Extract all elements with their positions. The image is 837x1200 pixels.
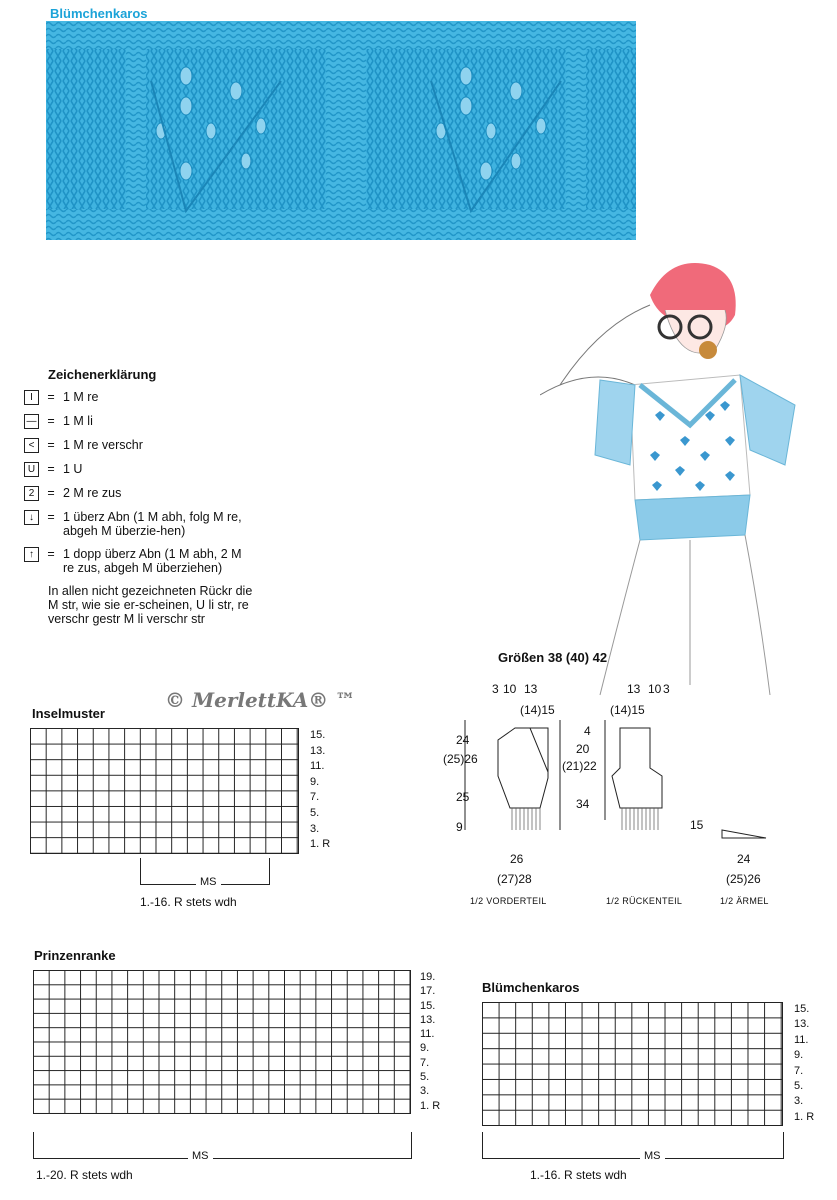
inselmuster-title: Inselmuster — [32, 706, 105, 721]
legend-item: < = 1 M re verschr — [24, 438, 254, 453]
row-label: 17. — [420, 985, 436, 998]
aermel-width-dim-1: 24 — [737, 852, 751, 866]
vt-top-dim-2: 10 — [503, 682, 517, 696]
bluemchenkaros-caption: 1.-16. R stets wdh — [530, 1168, 627, 1182]
knit-swatch-image — [46, 21, 636, 240]
legend-item: ↑ = 1 dopp überz Abn (1 M abh, 2 M re zus, abgeh M überziehen) — [24, 547, 254, 575]
rt-side-dim-3: (21)22 — [562, 759, 597, 773]
row-label: 9. — [794, 1049, 804, 1062]
symbol-legend — [24, 368, 254, 626]
prinzenranke-chart-grid — [33, 970, 411, 1114]
legend-symbol: ↓ — [24, 510, 39, 525]
swatch-title: Blümchenkaros — [50, 6, 148, 21]
row-label: 9. — [310, 775, 320, 788]
prinzenranke-ms-bracket — [33, 1132, 412, 1159]
inselmuster-row-labels — [310, 728, 330, 853]
row-label: 1. R — [420, 1099, 441, 1112]
row-label: 19. — [420, 971, 436, 983]
bluemchenkaros-ms-bracket — [482, 1132, 784, 1159]
bluemchenkaros-chart-grid — [482, 1002, 783, 1126]
prinzenranke-row-labels — [420, 970, 440, 1113]
row-label: 7. — [420, 1056, 430, 1069]
aermel-label: 1/2 ÄRMEL — [720, 896, 769, 906]
legend-symbol: < — [24, 438, 39, 453]
legend-symbol: 2 — [24, 486, 39, 501]
vt-left-dim-2: (25)26 — [443, 752, 478, 766]
legend-text: 1 M re — [63, 390, 99, 404]
row-label: 15. — [310, 729, 326, 741]
vt-top-dim-1: 3 — [492, 682, 499, 696]
row-label: 13. — [794, 1018, 810, 1031]
legend-item: 2 = 2 M re zus — [24, 486, 254, 501]
rt-top-dim-1: 13 — [627, 682, 641, 696]
sizes-title: Größen 38 (40) 42 — [498, 650, 608, 665]
aermel-height-dim: 15 — [690, 818, 704, 832]
row-label: 3. — [794, 1095, 804, 1108]
legend-item: U = 1 U — [24, 462, 254, 477]
inselmuster-ms-label: MS — [196, 876, 221, 888]
row-label: 9. — [420, 1042, 430, 1055]
rt-side-dim-4: 34 — [576, 797, 590, 811]
row-label: 5. — [794, 1080, 804, 1093]
vt-bottom-dim-1: 26 — [510, 852, 524, 866]
row-label: 1. R — [794, 1110, 815, 1123]
vt-top-dim-4: (14)15 — [520, 703, 555, 717]
legend-item: ↓ = 1 überz Abn (1 M abh, folg M re, abgeh M überzie-hen) — [24, 510, 254, 538]
legend-symbol: ↑ — [24, 547, 39, 562]
inselmuster-caption: 1.-16. R stets wdh — [140, 895, 237, 909]
row-label: 15. — [794, 1003, 810, 1015]
row-label: 15. — [420, 999, 436, 1012]
aermel-width-dim-2: (25)26 — [726, 872, 761, 886]
vt-left-dim-4: 9 — [456, 820, 463, 834]
rueckenteil-label: 1/2 RÜCKENTEIL — [606, 896, 683, 906]
row-label: 3. — [310, 822, 320, 835]
vt-left-dim-3: 25 — [456, 790, 470, 804]
row-label: 3. — [420, 1085, 430, 1098]
row-label: 11. — [420, 1028, 435, 1041]
row-label: 7. — [310, 791, 320, 804]
row-label: 13. — [420, 1013, 436, 1026]
legend-text: 1 dopp überz Abn (1 M abh, 2 M re zus, abgeh M überziehen) — [63, 547, 242, 575]
size-schematic — [440, 680, 770, 910]
rt-top-dim-4: (14)15 — [610, 703, 645, 717]
vt-left-dim-1: 24 — [456, 733, 470, 747]
legend-text: 1 U — [63, 462, 83, 476]
row-label: 13. — [310, 744, 326, 757]
rt-side-dim-1: 4 — [584, 724, 591, 738]
legend-text: 1 überz Abn (1 M abh, folg M re, abgeh M überzie-hen) — [63, 510, 242, 538]
prinzenranke-caption: 1.-20. R stets wdh — [36, 1168, 133, 1182]
bluemchenkaros-row-labels — [794, 1002, 814, 1125]
legend-text: 2 M re zus — [63, 486, 122, 500]
prinzenranke-ms-label: MS — [188, 1150, 213, 1162]
row-label: 5. — [310, 806, 320, 819]
rt-side-dim-2: 20 — [576, 742, 590, 756]
row-label: 11. — [794, 1033, 809, 1046]
bluemchenkaros-title: Blümchenkaros — [482, 980, 580, 995]
row-label: 5. — [420, 1071, 430, 1084]
legend-heading: Zeichenerklärung — [48, 367, 157, 382]
legend-note: In allen nicht gezeichneten Rückr die M str, wie sie er-scheinen, U li str, re verschr gestr M li verschr str — [48, 584, 253, 626]
fashion-illustration — [540, 255, 837, 705]
legend-symbol: U — [24, 462, 39, 477]
rt-top-dim-3: 3 — [663, 682, 670, 696]
rt-top-dim-2: 10 — [648, 682, 662, 696]
row-label: 11. — [310, 760, 325, 773]
vorderteil-label: 1/2 VORDERTEIL — [470, 896, 547, 906]
legend-item: I = 1 M re — [24, 390, 254, 405]
vt-top-dim-3: 13 — [524, 682, 538, 696]
legend-item: — = 1 M li — [24, 414, 254, 429]
watermark: © MerlettKA® ™ — [165, 688, 356, 712]
bluemchenkaros-ms-label: MS — [640, 1150, 665, 1162]
vt-bottom-dim-2: (27)28 — [497, 872, 532, 886]
legend-text: 1 M re verschr — [63, 438, 143, 452]
legend-text: 1 M li — [63, 414, 93, 428]
legend-symbol: I — [24, 390, 39, 405]
row-label: 1. R — [310, 838, 331, 851]
prinzenranke-title: Prinzenranke — [34, 948, 116, 963]
row-label: 7. — [794, 1064, 804, 1077]
inselmuster-chart-grid — [30, 728, 299, 854]
legend-symbol: — — [24, 414, 39, 429]
